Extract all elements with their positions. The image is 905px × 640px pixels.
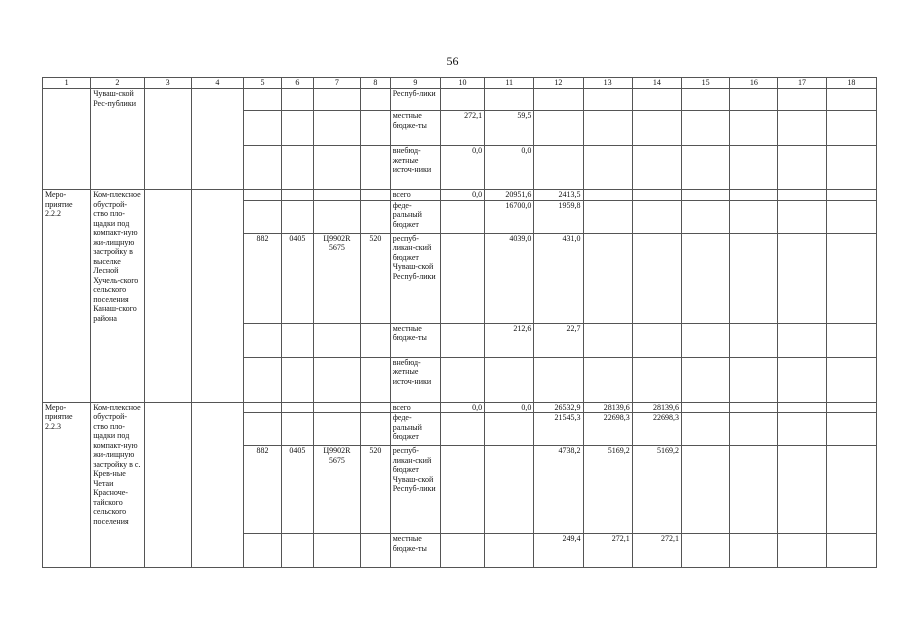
cell-source: респуб-ликан-ский бюджет Чуваш-ской Респуб-лики: [390, 233, 440, 323]
cell-gov-code: 882: [244, 446, 282, 534]
header-cell: 1: [43, 78, 91, 89]
header-cell: 12: [534, 78, 583, 89]
cell-col4: [191, 190, 243, 403]
header-row: [43, 78, 877, 89]
header-cell: 16: [730, 78, 778, 89]
header-cell: 13: [583, 78, 632, 89]
cell-value: 272,1: [583, 534, 632, 568]
cell-value: 16700,0: [485, 200, 534, 233]
cell-source: местные бюдже-ты: [390, 534, 440, 568]
cell-value: 59,5: [485, 111, 534, 146]
header-cell: 17: [778, 78, 826, 89]
cell-measure: Меро-приятие 2.2.3: [43, 402, 91, 568]
cell-value: 22698,3: [583, 413, 632, 446]
cell-target-code: Ц9902R 5675: [313, 446, 360, 534]
header-cell: 14: [632, 78, 681, 89]
cell-description: Чуваш-ской Рес-публики: [91, 89, 144, 190]
budget-table: [42, 77, 877, 568]
cell-value: 22,7: [534, 323, 583, 357]
cell-value: 249,4: [534, 534, 583, 568]
cell-value: 22698,3: [632, 413, 681, 446]
cell-value: 0,0: [485, 402, 534, 413]
cell-description: Ком-плексное обустрой-ство пло-щадки под компакт-ную жи-лищную застройку в выселке Лесной Хучель-ского сельского поселения Канаш-ского района: [91, 190, 144, 403]
cell-value: 1959,8: [534, 200, 583, 233]
cell-source: феде-ральный бюджет: [390, 413, 440, 446]
header-cell: 4: [191, 78, 243, 89]
cell-col3: [144, 190, 191, 403]
cell-value: 20951,6: [485, 190, 534, 201]
cell-source: всего: [390, 402, 440, 413]
cell-type-code: 520: [360, 233, 390, 323]
header-cell: 6: [281, 78, 313, 89]
cell-source: местные бюдже-ты: [390, 323, 440, 357]
header-cell: 15: [682, 78, 730, 89]
cell-value: 26532,9: [534, 402, 583, 413]
cell-value: 0,0: [440, 146, 484, 190]
header-cell: 18: [826, 78, 876, 89]
cell-value: 2413,5: [534, 190, 583, 201]
cell-description: Ком-плексное обустрой-ство пло-щадки под компакт-ную жи-лищную застройку в с. Крев-ные Четаи Красноче-тайского сельского поселения: [91, 402, 144, 568]
cell-value: 4738,2: [534, 446, 583, 534]
cell-type-code: 520: [360, 446, 390, 534]
cell-measure: Меро-приятие 2.2.2: [43, 190, 91, 403]
header-cell: 5: [244, 78, 282, 89]
header-cell: 11: [485, 78, 534, 89]
cell-target-code: Ц9902R 5675: [313, 233, 360, 323]
header-cell: 8: [360, 78, 390, 89]
header-cell: 7: [313, 78, 360, 89]
header-cell: 3: [144, 78, 191, 89]
cell-source: всего: [390, 190, 440, 201]
cell-source: респуб-ликан-ский бюджет Чуваш-ской Респуб-лики: [390, 446, 440, 534]
cell-source: Респуб-лики: [390, 89, 440, 111]
cell-value: 28139,6: [632, 402, 681, 413]
table-row: [43, 89, 877, 111]
table-row: [43, 190, 877, 201]
cell-source: местные бюдже-ты: [390, 111, 440, 146]
cell-value: 212,6: [485, 323, 534, 357]
cell-section-code: 0405: [281, 233, 313, 323]
cell-col3: [144, 89, 191, 190]
cell-value: 272,1: [632, 534, 681, 568]
cell-value: 28139,6: [583, 402, 632, 413]
cell-col4: [191, 402, 243, 568]
cell-value: 4039,0: [485, 233, 534, 323]
cell-value: 431,0: [534, 233, 583, 323]
cell-source: внебюд-жетные источ-ники: [390, 146, 440, 190]
cell-section-code: 0405: [281, 446, 313, 534]
cell-value: 0,0: [440, 402, 484, 413]
cell-value: 5169,2: [583, 446, 632, 534]
cell-col4: [191, 89, 243, 190]
header-cell: 9: [390, 78, 440, 89]
cell-measure: [43, 89, 91, 190]
cell-value: 272,1: [440, 111, 484, 146]
cell-value: 21545,3: [534, 413, 583, 446]
table-row: [43, 402, 877, 413]
cell-gov-code: 882: [244, 233, 282, 323]
cell-source: феде-ральный бюджет: [390, 200, 440, 233]
page-number: 56: [446, 54, 459, 68]
cell-col3: [144, 402, 191, 568]
header-cell: 2: [91, 78, 144, 89]
cell-source: внебюд-жетные источ-ники: [390, 357, 440, 402]
header-cell: 10: [440, 78, 484, 89]
cell-value: 0,0: [485, 146, 534, 190]
cell-value: 0,0: [440, 190, 484, 201]
cell-value: 5169,2: [632, 446, 681, 534]
